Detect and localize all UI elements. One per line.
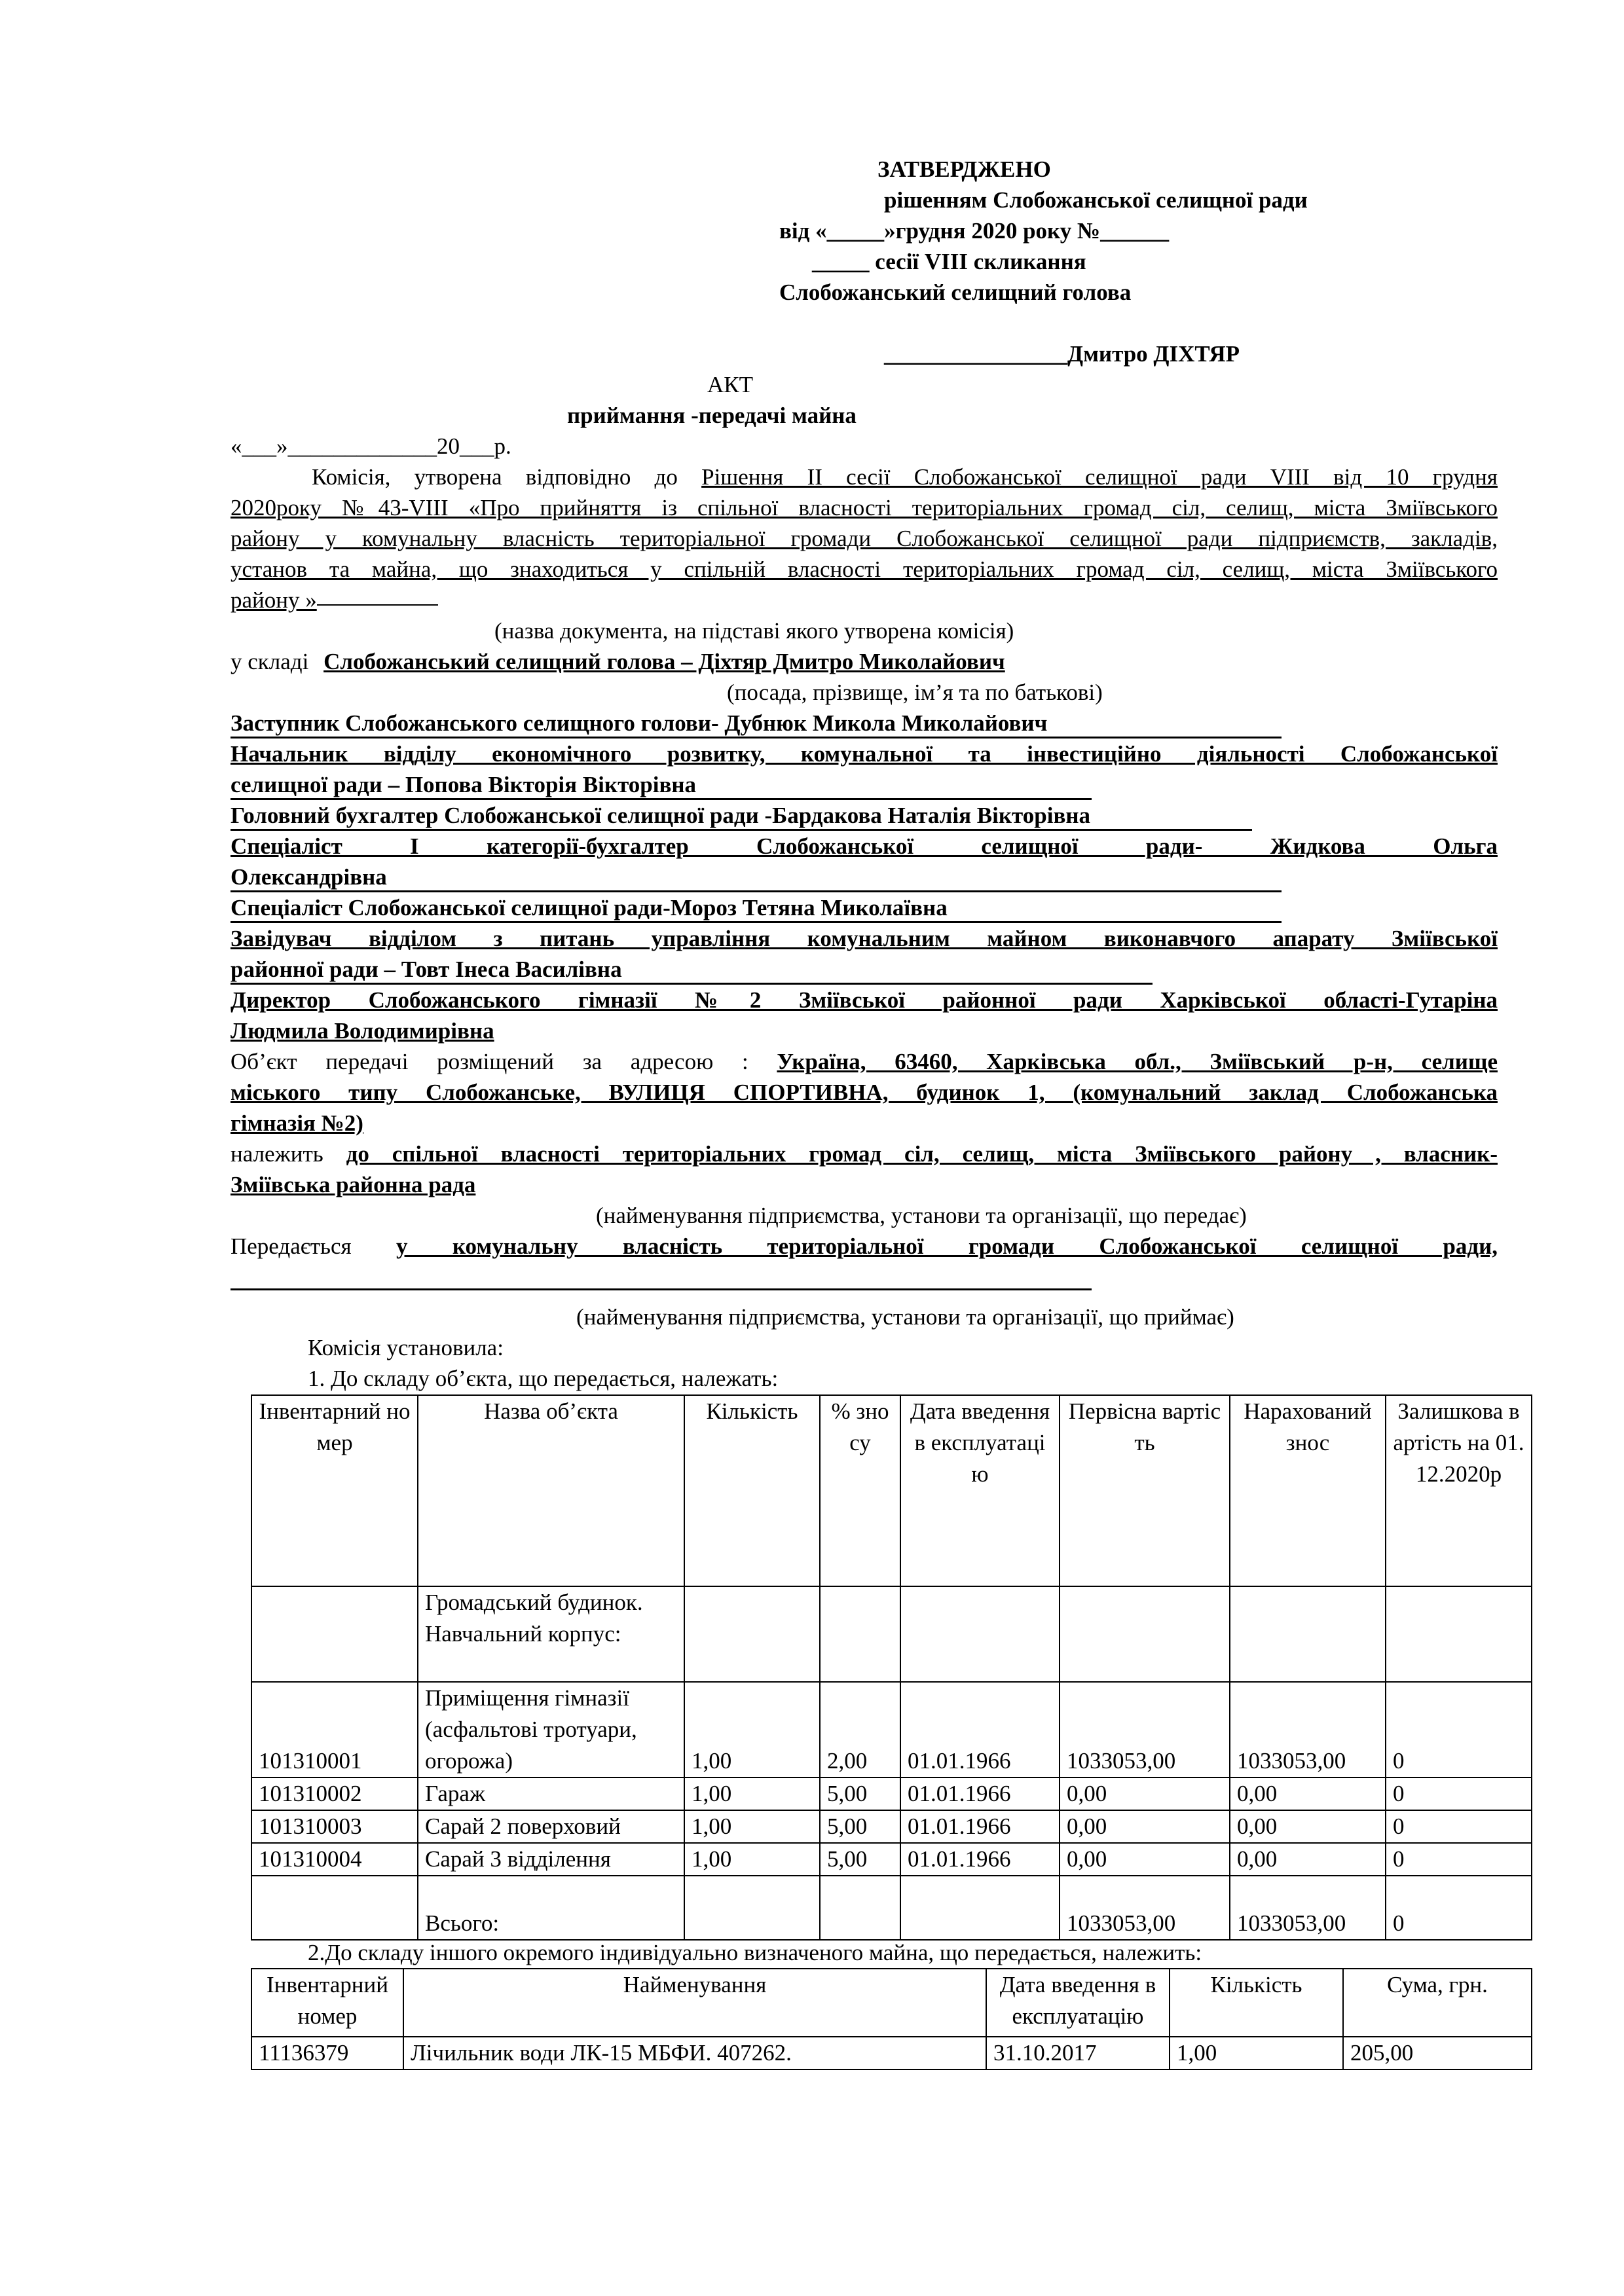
table-cell [251, 1586, 418, 1682]
table-header-row [251, 1969, 1532, 2037]
approval-line1: рішенням Слобожанської селищної ради [884, 187, 1308, 213]
decision-line1: Рішення ІІ сесії Слобожанської селищної ради VIII від 10 грудня [701, 464, 1498, 490]
belongs-line2: Зміївська районна рада [231, 1172, 476, 1197]
header-cell: Кількість [1170, 1969, 1343, 2037]
established-title: Комісія установила: [308, 1335, 504, 1360]
table-cell: 01.01.1966 [900, 1777, 1060, 1810]
transfer-text: у комунальну власність територіальної громади Слобожанської селищної ради, [396, 1233, 1498, 1259]
table-cell [820, 1876, 900, 1940]
table-cell: 01.01.1966 [900, 1810, 1060, 1843]
table-cell [1230, 1586, 1386, 1682]
table-cell: 1,00 [684, 1843, 820, 1876]
transfer-line [231, 1231, 1498, 1262]
header-cell: Первісна вартість [1060, 1395, 1230, 1586]
approval-signature: ________________Дмитро ДІХТЯР [884, 341, 1240, 367]
approval-line4: Слобожанський селищний голова [779, 280, 1132, 305]
established-item1: 1. До складу об’єкта, що передається, належать: [308, 1366, 779, 1391]
header-cell: Дата введення в експлуатацію [900, 1395, 1060, 1586]
table-cell: 0,00 [1060, 1810, 1230, 1843]
table-cell: 0 [1386, 1810, 1532, 1843]
transfer-caption: (найменування підприємства, установи та організації, що приймає) [576, 1304, 1234, 1330]
commission-paragraph [231, 462, 1498, 615]
address-line3: гімназія №2) [231, 1110, 363, 1136]
header-cell: Інвентарний номер [251, 1969, 403, 2037]
table-cell: Всього: [418, 1876, 684, 1940]
header-cell: Назва об’єкта [418, 1395, 684, 1586]
table-cell: 1,00 [684, 1682, 820, 1777]
member-line: Заступник Слобожанського селищного голови- Дубнюк Микола Миколайович [231, 708, 1282, 738]
act-subtitle: приймання -передачі майна [567, 403, 857, 428]
table-cell: 01.01.1966 [900, 1843, 1060, 1876]
table-cell [684, 1876, 820, 1940]
transfer-underline [231, 1288, 1092, 1290]
belongs-line1: до спільної власності територіальних громад сіл, селищ, міста Зміївського району , власник- [346, 1141, 1498, 1167]
header-cell: Залишкова вартість на 01.12.2020р [1386, 1395, 1532, 1586]
member-line: Начальник відділу економічного розвитку, комунальної та інвестиційно діяльності Слобожанської [231, 741, 1498, 767]
composition-prefix: у складі [231, 649, 309, 674]
table-cell: 31.10.2017 [986, 2037, 1170, 2069]
table-row [251, 1843, 1532, 1876]
table-cell: 0,00 [1230, 1843, 1386, 1876]
composition-line [231, 646, 1240, 677]
approval-line2: від «_____»грудня 2020 року №______ [779, 218, 1170, 244]
address-block [231, 1046, 1498, 1139]
decision-line5: району » [231, 587, 317, 613]
table-cell: 0 [1386, 1777, 1532, 1810]
table-cell: 5,00 [820, 1810, 900, 1843]
commission-intro: Комісія, утворена відповідно до [312, 464, 678, 490]
table-cell: 2,00 [820, 1682, 900, 1777]
table-cell: 101310002 [251, 1777, 418, 1810]
table-cell: 205,00 [1343, 2037, 1532, 2069]
belongs-caption: (найменування підприємства, установи та організації, що передає) [596, 1203, 1247, 1228]
decision-line2: 2020року №43-VIII «Про прийняття із спільної власності територіальних громад сіл, селищ, міста Зміївського [231, 495, 1498, 520]
address-prefix: Об’єкт передачі розміщений за адресою : [231, 1049, 748, 1074]
table-cell: 0 [1386, 1843, 1532, 1876]
member-line: Завідувач відділом з питань управління комунальним майном виконавчого апарату Зміївської [231, 926, 1498, 951]
decision-line3: району у комунальну власність територіальної громади Слобожанської селищної ради підприємств, закладів, [231, 526, 1498, 551]
table-cell: 1033053,00 [1230, 1682, 1386, 1777]
table-cell: 01.01.1966 [900, 1682, 1060, 1777]
member-line: Спеціаліст І категорії-бухгалтер Слобожанської селищної ради- Жидкова Ольга [231, 833, 1498, 859]
member-line: Спеціаліст Слобожанської селищної ради-Мороз Тетяна Миколаївна [231, 892, 1282, 923]
act-title: АКТ [707, 372, 753, 397]
table-cell: 0 [1386, 1682, 1532, 1777]
table-cell: 1,00 [1170, 2037, 1343, 2069]
table-cell: 0,00 [1060, 1843, 1230, 1876]
header-cell: Сума, грн. [1343, 1969, 1532, 2037]
decision-line4: установ та майна, що знаходиться у спільній власності територіальних громад сіл, селищ, міста Зміївського [231, 556, 1498, 582]
table-cell: 101310004 [251, 1843, 418, 1876]
table-cell: Лічильник води ЛК-15 МБФИ. 407262. [403, 2037, 986, 2069]
header-cell: Найменування [403, 1969, 986, 2037]
table-cell: Громадський будинок. Навчальний корпус: [418, 1586, 684, 1682]
member-line: Директор Слобожанського гімназії №2 Зміївської районної ради Харківської області-Гутаріна [231, 987, 1498, 1013]
table-row [251, 1586, 1532, 1682]
table-total-row [251, 1876, 1532, 1940]
table-row [251, 1810, 1532, 1843]
table-cell: 1033053,00 [1230, 1876, 1386, 1940]
table-cell: 11136379 [251, 2037, 403, 2069]
table-cell [900, 1586, 1060, 1682]
decision-caption: (назва документа, на підставі якого утворена комісія) [494, 618, 1014, 644]
header-cell: Інвентарний номер [251, 1395, 418, 1586]
table-cell: 0 [1386, 1876, 1532, 1940]
member-line: районної ради – Товт Інеса Василівна [231, 954, 1153, 985]
table-header-row [251, 1395, 1532, 1586]
table-cell: Сарай 2 поверховий [418, 1810, 684, 1843]
approval-title: ЗАТВЕРДЖЕНО [877, 156, 1051, 182]
header-cell: Дата введення в експлуатацію [986, 1969, 1170, 2037]
table-cell: 1,00 [684, 1777, 820, 1810]
member-line: Олександрівна [231, 862, 1282, 892]
table-cell: Приміщення гімназії (асфальтові тротуари, огорожа) [418, 1682, 684, 1777]
table-cell [1386, 1586, 1532, 1682]
table-row [251, 1777, 1532, 1810]
table-cell: 1033053,00 [1060, 1682, 1230, 1777]
table-cell: 0,00 [1230, 1777, 1386, 1810]
member-line: селищної ради – Попова Вікторія Вікторівна [231, 769, 1092, 800]
table-cell: 101310001 [251, 1682, 418, 1777]
table-cell: 5,00 [820, 1777, 900, 1810]
act-date-line: «___»_____________20___р. [231, 433, 511, 459]
header-cell: Кількість [684, 1395, 820, 1586]
established-item2: 2.До складу іншого окремого індивідуально визначеного майна, що передається, належить: [308, 1940, 1202, 1965]
table-cell [820, 1586, 900, 1682]
belongs-block [231, 1139, 1498, 1200]
address-line2: міського типу Слобожанське, ВУЛИЦЯ СПОРТИВНА, будинок 1, (комунальний заклад Слобожанська [231, 1080, 1498, 1105]
table-row [251, 1682, 1532, 1777]
property-table [251, 1968, 1532, 2070]
table-cell [1060, 1586, 1230, 1682]
table-cell: 0,00 [1230, 1810, 1386, 1843]
header-cell: Нарахований знос [1230, 1395, 1386, 1586]
commission-head: Слобожанський селищний голова – Діхтяр Дмитро Миколайович [323, 649, 1005, 674]
member-line: Людмила Володимирівна [231, 1018, 494, 1044]
table-cell [900, 1876, 1060, 1940]
table-cell [251, 1876, 418, 1940]
table-cell: 101310003 [251, 1810, 418, 1843]
approval-line3: _____ сесії VIII скликання [812, 249, 1086, 274]
table-row [251, 2037, 1532, 2069]
table-cell: 5,00 [820, 1843, 900, 1876]
objects-table [251, 1394, 1532, 1941]
table-cell: 0,00 [1060, 1777, 1230, 1810]
table-cell: Гараж [418, 1777, 684, 1810]
belongs-prefix: належить [231, 1141, 323, 1167]
header-cell: % зносу [820, 1395, 900, 1586]
address-line1: Україна, 63460, Харківська обл., Зміївський р-н, селище [777, 1049, 1498, 1074]
table-cell: Сарай 3 відділення [418, 1843, 684, 1876]
transfer-prefix: Передається [231, 1233, 352, 1259]
table-cell: 1,00 [684, 1810, 820, 1843]
member-line: Головний бухгалтер Слобожанської селищної ради -Бардакова Наталія Вікторівна [231, 800, 1252, 831]
head-caption: (посада, прізвище, ім’я та по батькові) [727, 680, 1103, 705]
table-cell [684, 1586, 820, 1682]
table-cell: 1033053,00 [1060, 1876, 1230, 1940]
